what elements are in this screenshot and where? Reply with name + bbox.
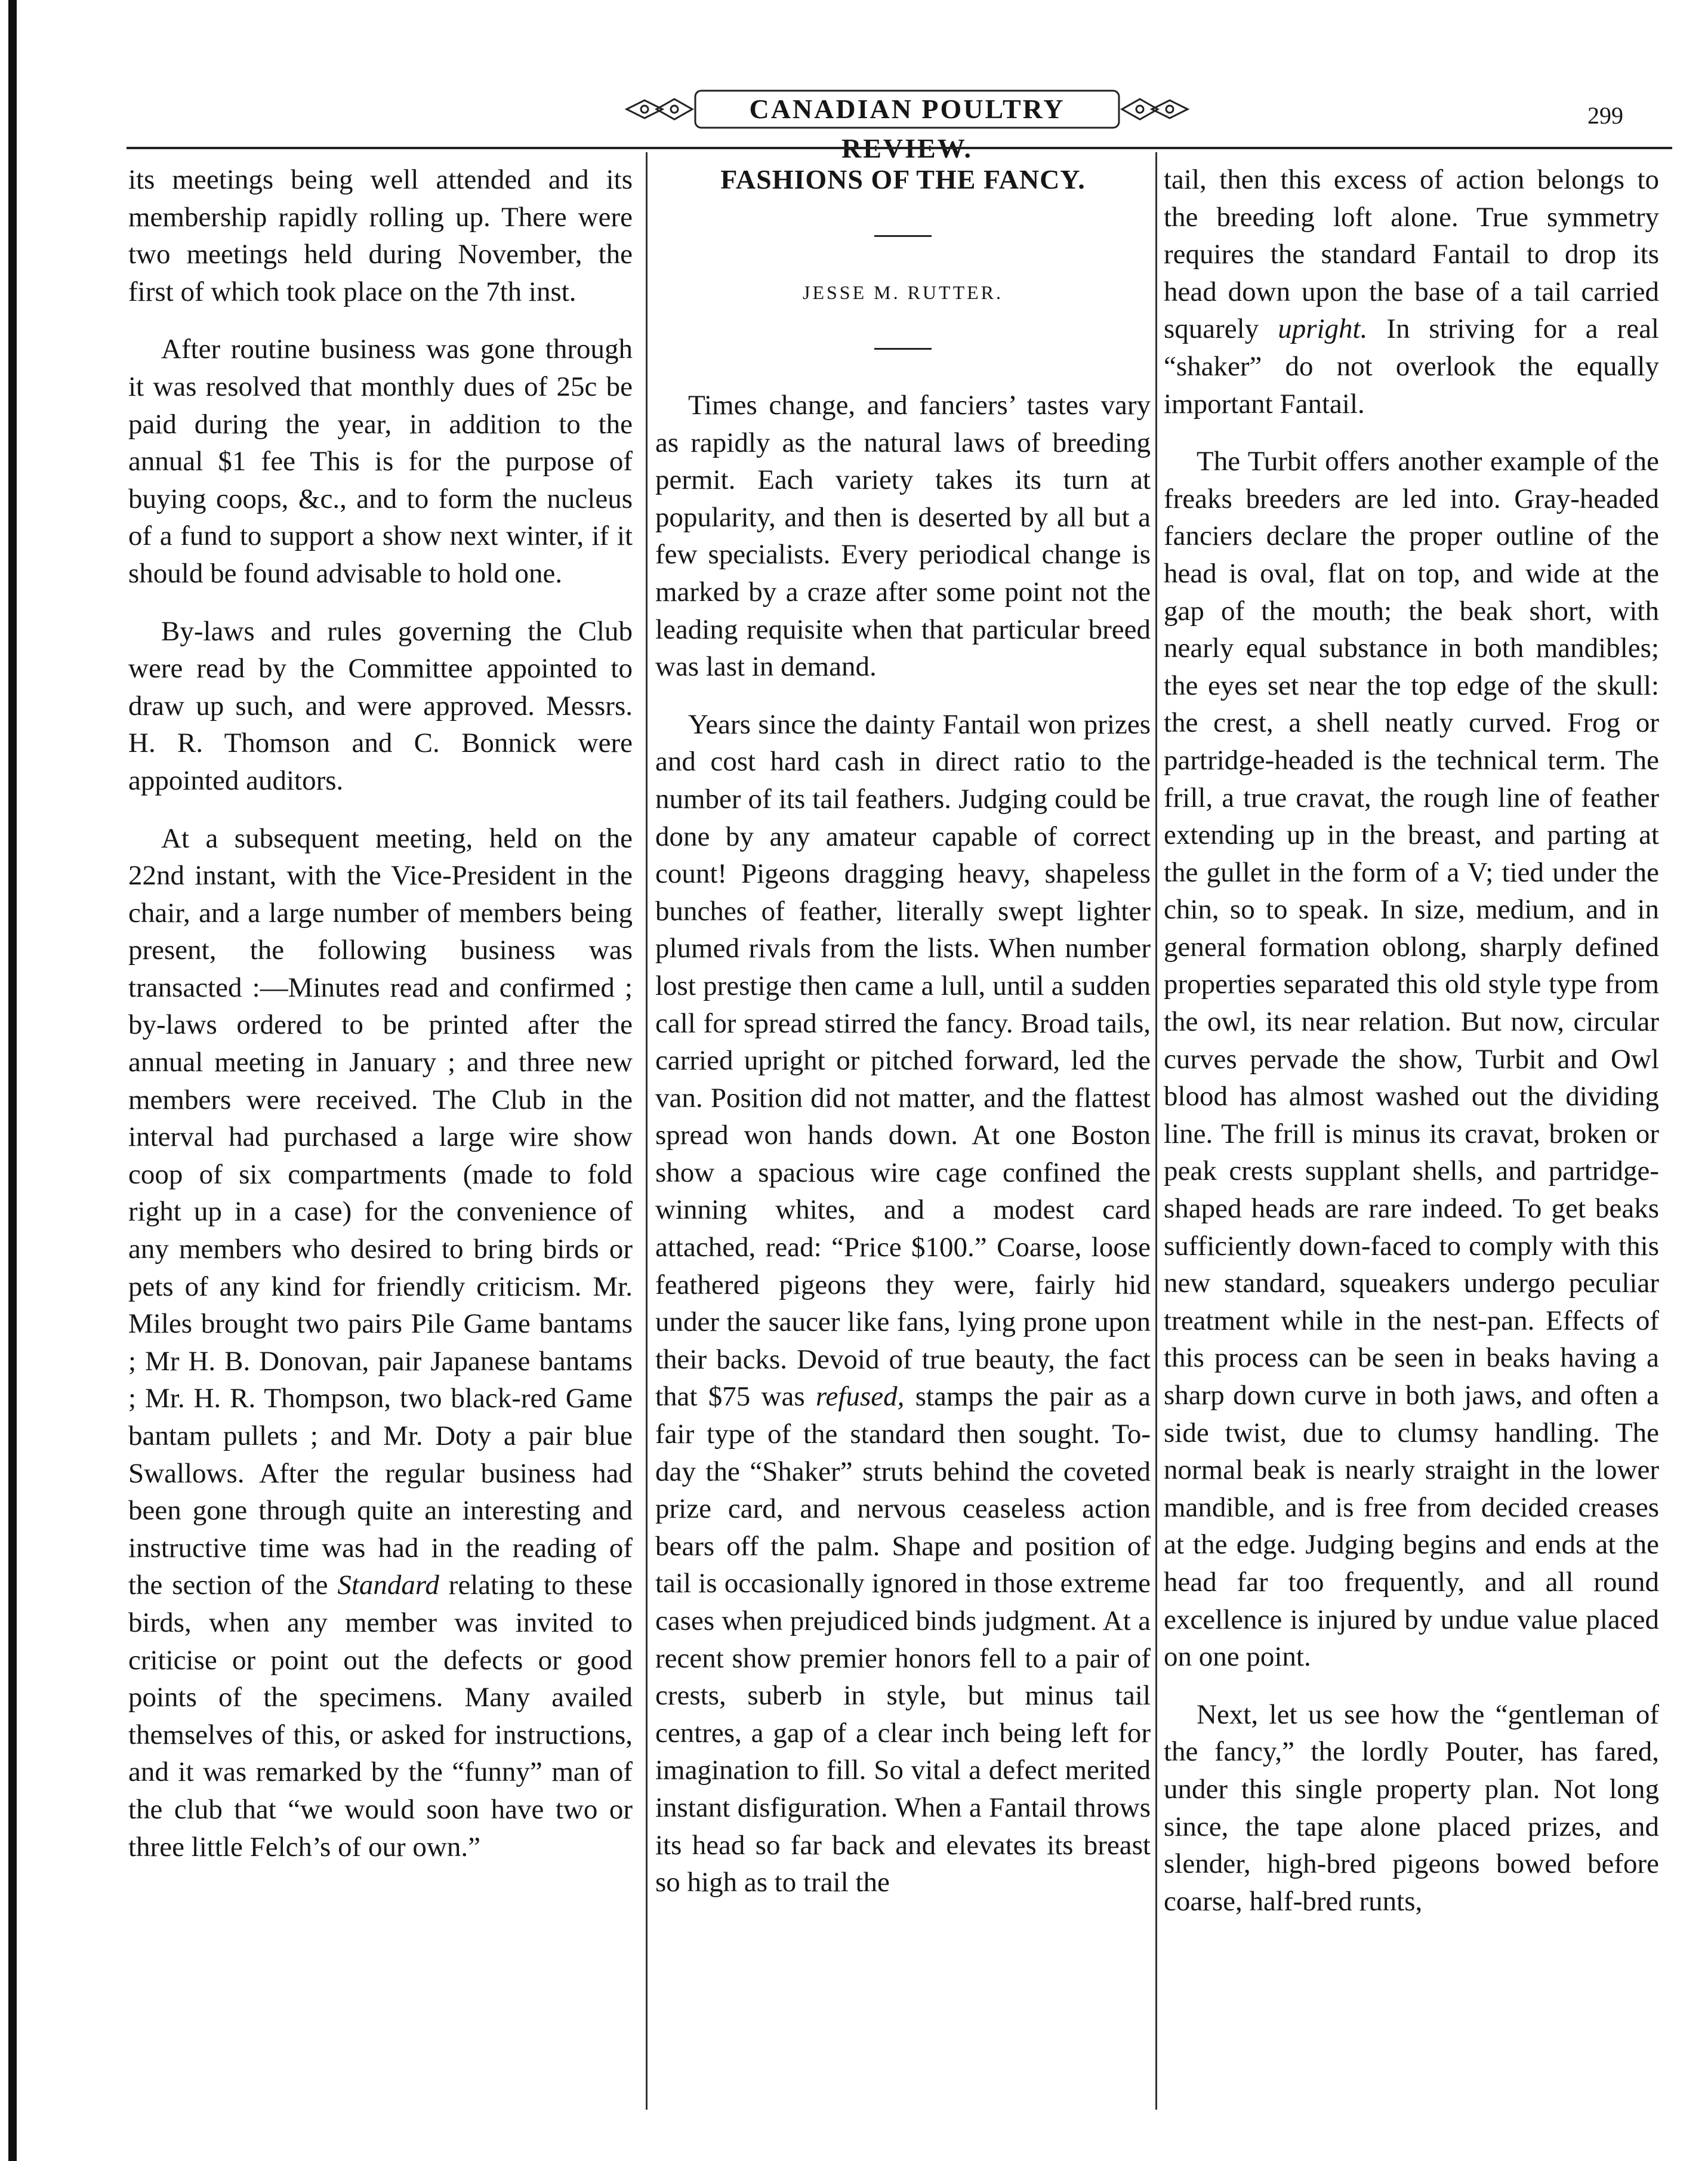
paragraph <box>1164 161 1659 423</box>
paragraph: The Turbit offers another example of the freaks breeders are led into. Gray-headed fanciers declare the proper outline of the head is oval, flat on top, and wide at the gap of the mouth; the beak short, with nearly equal substance in both mandibles; the eyes set near the top edge of the skull: the crest, a shell neatly curved. Frog or partridge-headed is the technical term. The frill, a true cravat, the rough line of feather extending up in the breast, and parting at the gullet in the form of a V; tied under the chin, so to speak. In size, medium, and in general formation oblong, sharply defined properties separated this old style type from the owl, its near relation. But now, circular curves pervade the show, Turbit and Owl blood has almost washed out the dividing line. The frill is minus its cravat, broken or peak crests supplant shells, and partridge-shaped heads are rare indeed. To get beaks sufficiently down-faced to comply with this new standard, squeakers undergo peculiar treatment while in the nest-pan. Effects of this process can be seen in beaks having a sharp down curve in both jaws, and often a side twist, due to clumsy handling. The normal beak is nearly straight in the lower mandible, and is free from decided creases at the edge. Judging begins and ends at the head far too frequently, and all round excellence is injured by undue value placed on one point. <box>1164 446 1659 1673</box>
column-divider-2 <box>1155 152 1157 2110</box>
masthead-title: CANADIAN POULTRY REVIEW. <box>749 94 1065 164</box>
text-run: relating to these birds, when any member was invited to criticise or point out the defects or good points of the specimens. Many availed themselves of this, or asked for instructions, and it was remarked by the “funny” man of the club that “we would soon have two or three little Felch’s of our own.” <box>128 1570 633 1863</box>
byline: JESSE M. RUTTER. <box>802 282 1004 303</box>
paragraph: its meetings being well attended and its membership rapidly rolling up. There were two meetings held during November, the first of which took place on the 7th inst. <box>128 164 633 307</box>
byline-rule <box>874 348 932 350</box>
text-run: In striving for a real “shaker” do not overlook the equally important Fantail. <box>1164 313 1659 420</box>
text-run: tail, then this excess of action belongs to the breeding loft alone. True symmetry requires the standard Fantail to drop its head down upon the base of a tail carried squarely <box>1164 164 1659 345</box>
paragraph <box>655 706 1151 1901</box>
page-binding-edge <box>8 0 17 2161</box>
italic-text: refused, <box>816 1381 905 1413</box>
column-3 <box>1164 161 1659 2113</box>
column-2 <box>655 161 1151 2113</box>
paragraph <box>128 820 633 1866</box>
column-1 <box>128 161 633 2113</box>
page-number: 299 <box>1587 102 1623 129</box>
italic-text: Standard <box>337 1570 439 1601</box>
article-title: FASHIONS OF THE FANCY. <box>720 164 1086 195</box>
text-run: At a subsequent meeting, held on the 22nd instant, with the Vice-President in the chair, and a large number of members being present, the following business was transacted :—Minutes read and confirmed ; by-laws ordered to be printed after the annual meeting in January ; and three new members were received. The Club in the interval had purchased a large wire show coop of six compartments (made to fold right up in a case) for the convenience of any members who desired to bring birds or pets of any kind for friendly criticism. Mr. Miles brought two pairs Pile Game bantams ; Mr H. B. Donovan, pair Japanese bantams ; Mr. H. R. Thompson, two black-red Game bantam pullets ; and Mr. Doty a pair blue Swallows. After the regular business had been gone through quite an interesting and instructive time was had in the reading of the section of the <box>128 822 633 1601</box>
masthead <box>621 82 1194 164</box>
header-rule <box>127 147 1672 149</box>
column-divider-1 <box>646 152 648 2110</box>
text-run: Years since the dainty Fantail won prizes and cost hard cash in direct ratio to the number of its tail feathers. Judging could be done by any amateur capable of correct count! Pigeons dragging heavy, shapeless bunches of feather, literally swept lighter plumed rivals from the lists. When number lost prestige then came a lull, until a sudden call for spread stirred the fancy. Broad tails, carried upright or pitched forward, led the van. Position did not matter, and the flattest spread won hands down. At one Boston show a spacious wire cage confined the winning whites, and a modest card attached, read: “Price $100.” Coarse, loose feathered pigeons they were, fairly hid under the saucer like fans, lying prone upon their backs. Devoid of true beauty, the fact that $75 was <box>655 708 1151 1413</box>
paragraph: Times change, and fanciers’ tastes vary as rapidly as the natural laws of breeding permit. Each variety takes its turn at popularity, and then is deserted by all but a few specialists. Every periodical change is marked by a craze after some point not the leading requisite when that particular breed was last in demand. <box>655 390 1151 683</box>
paragraph: After routine business was gone through it was resolved that monthly dues of 25c be paid during the year, in addition to the annual $1 fee This is for the purpose of buying coops, &c., and to form the nucleus of a fund to support a show next winter, if it should be found advisable to hold one. <box>128 334 633 589</box>
paragraph: By-laws and rules governing the Club were read by the Committee appointed to draw up such, and were approved. Messrs. H. R. Thomson and C. Bonnick were appointed auditors. <box>128 615 633 796</box>
italic-text: upright. <box>1278 313 1368 345</box>
title-rule <box>874 235 932 237</box>
text-run: stamps the pair as a fair type of the standard then sought. To-day the “Shaker” struts behind the coveted prize card, and nervous ceaseless action bears off the palm. Shape and position of tail is occasionally ignored in those extreme cases when prejudiced binds judgment. At a recent show premier honors fell to a pair of crests, suberb in style, but minus tail centres, a gap of a clear inch being left for imagination to fill. So vital a defect merited instant disfiguration. When a Fantail throws its head so far back and elevates its breast so high as to trail the <box>655 1381 1151 1898</box>
paragraph: Next, let us see how the “gentleman of the fancy,” the lordly Pouter, has fared, under this single property plan. Not long since, the tape alone placed prizes, and slender, high-bred pigeons bowed before coarse, half-bred runts, <box>1164 1698 1659 1917</box>
